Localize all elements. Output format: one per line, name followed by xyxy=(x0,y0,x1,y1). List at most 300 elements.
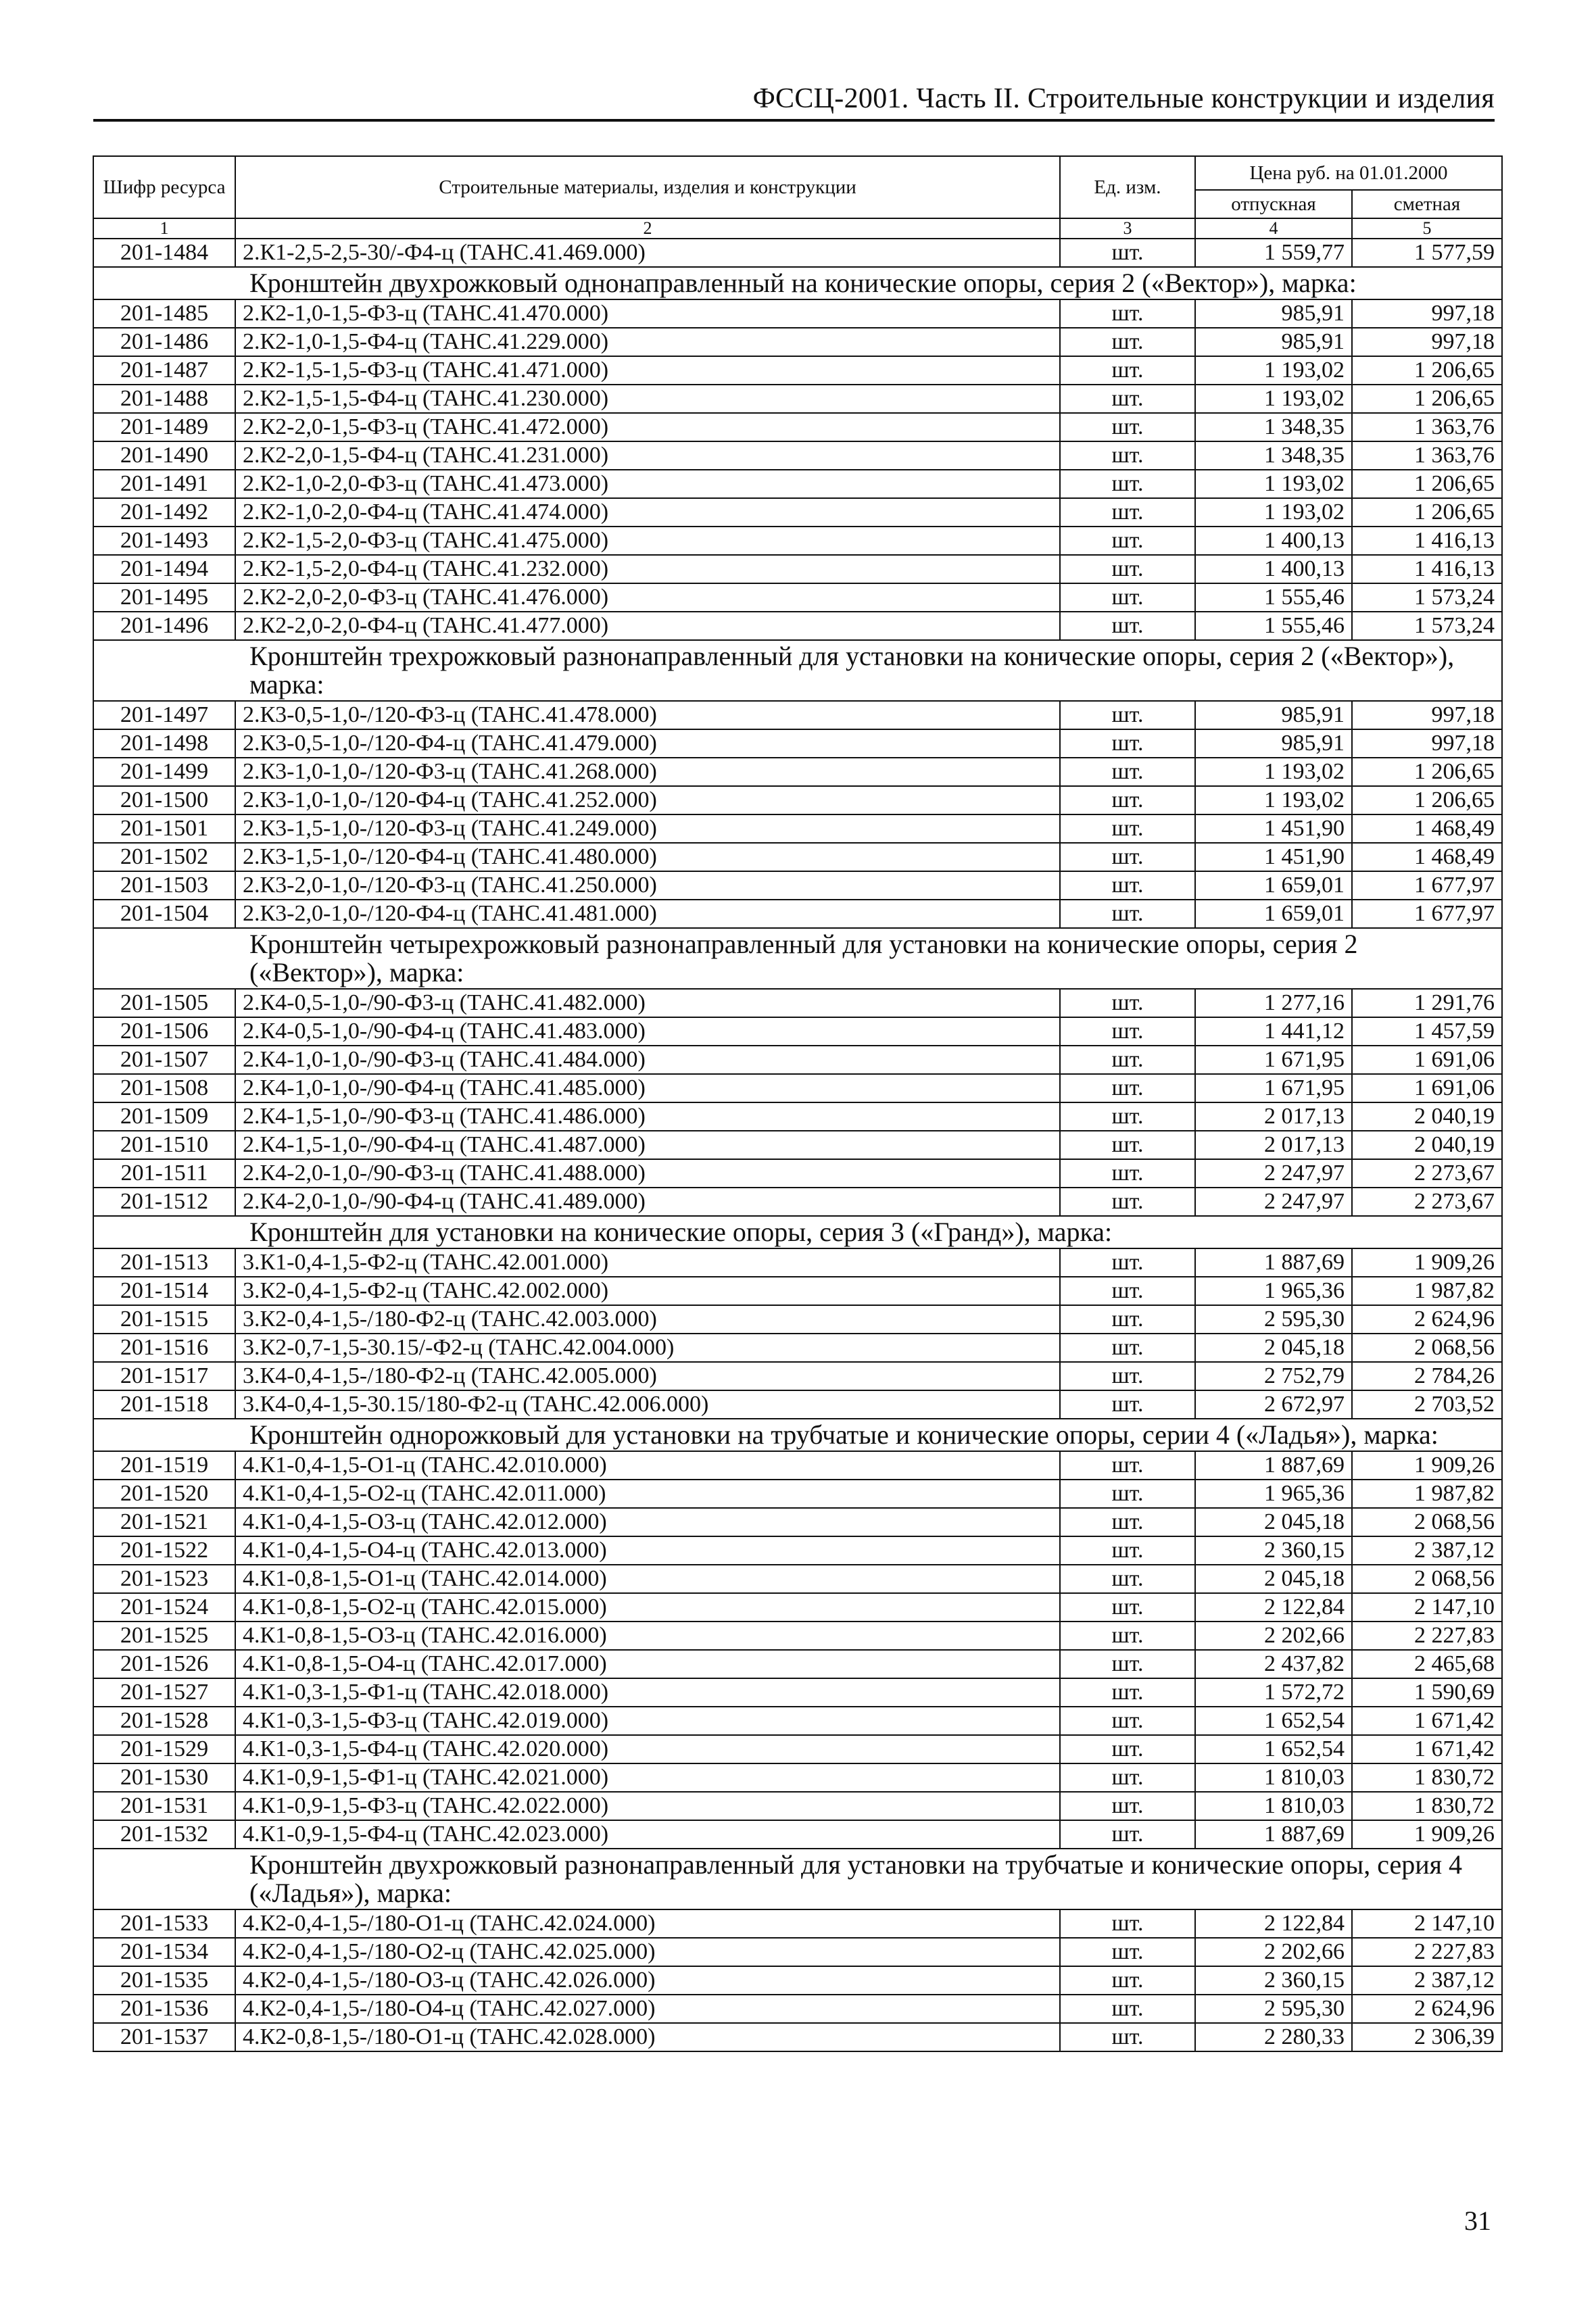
table-row xyxy=(93,413,1502,441)
table-row xyxy=(93,786,1502,814)
item-name: 2.К1-2,5-2,5-30/-Ф4-ц (ТАНС.41.469.000) xyxy=(235,239,1060,267)
resource-code: 201-1506 xyxy=(93,1017,235,1046)
release-price: 2 045,18 xyxy=(1195,1508,1352,1536)
table-row xyxy=(93,1017,1502,1046)
item-name: 4.К1-0,3-1,5-Ф1-ц (ТАНС.42.018.000) xyxy=(235,1678,1060,1707)
table-row xyxy=(93,1334,1502,1362)
unit-cell: шт. xyxy=(1060,356,1195,385)
table-row xyxy=(93,1536,1502,1565)
table-row xyxy=(93,1480,1502,1508)
table-row xyxy=(93,441,1502,470)
release-price: 1 965,36 xyxy=(1195,1277,1352,1305)
resource-code: 201-1487 xyxy=(93,356,235,385)
release-price: 1 193,02 xyxy=(1195,470,1352,498)
table-row xyxy=(93,843,1502,871)
release-price: 2 045,18 xyxy=(1195,1565,1352,1593)
resource-code: 201-1500 xyxy=(93,786,235,814)
unit-cell: шт. xyxy=(1060,1622,1195,1650)
unit-cell: шт. xyxy=(1060,1678,1195,1707)
unit-cell: шт. xyxy=(1060,1820,1195,1849)
unit-cell: шт. xyxy=(1060,527,1195,555)
resource-code: 201-1533 xyxy=(93,1909,235,1938)
resource-code: 201-1493 xyxy=(93,527,235,555)
table-body xyxy=(93,239,1502,2051)
estimate-price: 1 677,97 xyxy=(1352,900,1502,928)
unit-cell: шт. xyxy=(1060,1334,1195,1362)
item-name: 4.К1-0,9-1,5-Ф1-ц (ТАНС.42.021.000) xyxy=(235,1763,1060,1792)
estimate-price: 2 306,39 xyxy=(1352,2023,1502,2051)
unit-cell: шт. xyxy=(1060,758,1195,786)
header-title: ФССЦ-2001. Часть II. Строительные конструкции и изделия xyxy=(752,83,1495,114)
estimate-price: 1 909,26 xyxy=(1352,1451,1502,1480)
estimate-price: 1 468,49 xyxy=(1352,814,1502,843)
table-header xyxy=(93,156,1502,239)
estimate-price: 997,18 xyxy=(1352,701,1502,729)
item-name: 3.К4-0,4-1,5-30.15/180-Ф2-ц (ТАНС.42.006.000) xyxy=(235,1390,1060,1419)
table-row xyxy=(93,1995,1502,2023)
release-price: 1 810,03 xyxy=(1195,1792,1352,1820)
table-row xyxy=(93,1508,1502,1536)
item-name: 3.К2-0,7-1,5-30.15/-Ф2-ц (ТАНС.42.004.000) xyxy=(235,1334,1060,1362)
release-price: 2 017,13 xyxy=(1195,1131,1352,1159)
release-price: 985,91 xyxy=(1195,299,1352,328)
item-name: 2.К2-1,5-2,0-Ф3-ц (ТАНС.41.475.000) xyxy=(235,527,1060,555)
item-name: 2.К2-2,0-2,0-Ф4-ц (ТАНС.41.477.000) xyxy=(235,612,1060,640)
resource-code: 201-1509 xyxy=(93,1102,235,1131)
release-price: 2 360,15 xyxy=(1195,1536,1352,1565)
resource-code: 201-1519 xyxy=(93,1451,235,1480)
item-name: 2.К3-1,0-1,0-/120-Ф4-ц (ТАНС.41.252.000) xyxy=(235,786,1060,814)
release-price: 2 202,66 xyxy=(1195,1622,1352,1650)
item-name: 4.К1-0,8-1,5-О3-ц (ТАНС.42.016.000) xyxy=(235,1622,1060,1650)
release-price: 1 441,12 xyxy=(1195,1017,1352,1046)
release-price: 1 659,01 xyxy=(1195,900,1352,928)
item-name: 2.К2-2,0-1,5-Ф3-ц (ТАНС.41.472.000) xyxy=(235,413,1060,441)
resource-code: 201-1503 xyxy=(93,871,235,900)
col-header-name: Строительные материалы, изделия и конструкции xyxy=(235,156,1060,218)
table-row xyxy=(93,1763,1502,1792)
table-row xyxy=(93,814,1502,843)
resource-code: 201-1512 xyxy=(93,1188,235,1216)
unit-cell: шт. xyxy=(1060,1159,1195,1188)
table-row xyxy=(93,527,1502,555)
item-name: 2.К4-1,5-1,0-/90-Ф3-ц (ТАНС.41.486.000) xyxy=(235,1102,1060,1131)
unit-cell: шт. xyxy=(1060,1305,1195,1334)
item-name: 4.К1-0,3-1,5-Ф4-ц (ТАНС.42.020.000) xyxy=(235,1735,1060,1763)
table-row xyxy=(93,1593,1502,1622)
item-name: 2.К3-0,5-1,0-/120-Ф4-ц (ТАНС.41.479.000) xyxy=(235,729,1060,758)
item-name: 2.К2-1,0-2,0-Ф3-ц (ТАНС.41.473.000) xyxy=(235,470,1060,498)
unit-cell: шт. xyxy=(1060,1792,1195,1820)
unit-cell: шт. xyxy=(1060,1565,1195,1593)
item-name: 2.К4-2,0-1,0-/90-Ф3-ц (ТАНС.41.488.000) xyxy=(235,1159,1060,1188)
table-row xyxy=(93,239,1502,267)
release-price: 1 887,69 xyxy=(1195,1820,1352,1849)
estimate-price: 1 573,24 xyxy=(1352,612,1502,640)
unit-cell: шт. xyxy=(1060,1277,1195,1305)
table-row xyxy=(93,1074,1502,1102)
resource-code: 201-1497 xyxy=(93,701,235,729)
col-header-estimate: сметная xyxy=(1352,190,1502,218)
release-price: 1 671,95 xyxy=(1195,1046,1352,1074)
unit-cell: шт. xyxy=(1060,729,1195,758)
unit-cell: шт. xyxy=(1060,786,1195,814)
estimate-price: 2 387,12 xyxy=(1352,1536,1502,1565)
page-header xyxy=(93,81,1495,122)
estimate-price: 1 987,82 xyxy=(1352,1277,1502,1305)
page-number: 31 xyxy=(1464,2206,1491,2236)
resource-code: 201-1514 xyxy=(93,1277,235,1305)
group-heading-row xyxy=(93,928,1502,989)
item-name: 4.К2-0,4-1,5-/180-О4-ц (ТАНС.42.027.000) xyxy=(235,1995,1060,2023)
unit-cell: шт. xyxy=(1060,1650,1195,1678)
table-row xyxy=(93,1966,1502,1995)
unit-cell: шт. xyxy=(1060,498,1195,527)
unit-cell: шт. xyxy=(1060,1131,1195,1159)
unit-cell: шт. xyxy=(1060,1046,1195,1074)
unit-cell: шт. xyxy=(1060,1938,1195,1966)
estimate-price: 2 040,19 xyxy=(1352,1131,1502,1159)
resource-code: 201-1492 xyxy=(93,498,235,527)
estimate-price: 1 909,26 xyxy=(1352,1820,1502,1849)
estimate-price: 1 577,59 xyxy=(1352,239,1502,267)
resource-code: 201-1534 xyxy=(93,1938,235,1966)
resource-code: 201-1499 xyxy=(93,758,235,786)
item-name: 2.К4-1,0-1,0-/90-Ф3-ц (ТАНС.41.484.000) xyxy=(235,1046,1060,1074)
item-name: 4.К2-0,4-1,5-/180-О1-ц (ТАНС.42.024.000) xyxy=(235,1909,1060,1938)
resource-code: 201-1507 xyxy=(93,1046,235,1074)
unit-cell: шт. xyxy=(1060,239,1195,267)
estimate-price: 2 624,96 xyxy=(1352,1995,1502,2023)
release-price: 2 122,84 xyxy=(1195,1909,1352,1938)
table-row xyxy=(93,1188,1502,1216)
item-name: 2.К4-1,5-1,0-/90-Ф4-ц (ТАНС.41.487.000) xyxy=(235,1131,1060,1159)
unit-cell: шт. xyxy=(1060,1188,1195,1216)
item-name: 2.К4-0,5-1,0-/90-Ф3-ц (ТАНС.41.482.000) xyxy=(235,989,1060,1017)
item-name: 2.К4-2,0-1,0-/90-Ф4-ц (ТАНС.41.489.000) xyxy=(235,1188,1060,1216)
unit-cell: шт. xyxy=(1060,1995,1195,2023)
item-name: 2.К2-1,0-1,5-Ф3-ц (ТАНС.41.470.000) xyxy=(235,299,1060,328)
unit-cell: шт. xyxy=(1060,328,1195,356)
unit-cell: шт. xyxy=(1060,843,1195,871)
table-row xyxy=(93,900,1502,928)
col-number-2: 2 xyxy=(235,218,1060,239)
release-price: 1 887,69 xyxy=(1195,1248,1352,1277)
release-price: 2 752,79 xyxy=(1195,1362,1352,1390)
table-row xyxy=(93,1792,1502,1820)
release-price: 2 672,97 xyxy=(1195,1390,1352,1419)
item-name: 3.К2-0,4-1,5-/180-Ф2-ц (ТАНС.42.003.000) xyxy=(235,1305,1060,1334)
resource-code: 201-1486 xyxy=(93,328,235,356)
col-header-code: Шифр ресурса xyxy=(93,156,235,218)
table-row xyxy=(93,701,1502,729)
unit-cell: шт. xyxy=(1060,1735,1195,1763)
estimate-price: 1 206,65 xyxy=(1352,356,1502,385)
estimate-price: 2 068,56 xyxy=(1352,1565,1502,1593)
resource-code: 201-1537 xyxy=(93,2023,235,2051)
estimate-price: 2 387,12 xyxy=(1352,1966,1502,1995)
resource-code: 201-1510 xyxy=(93,1131,235,1159)
item-name: 2.К3-1,5-1,0-/120-Ф4-ц (ТАНС.41.480.000) xyxy=(235,843,1060,871)
estimate-price: 1 671,42 xyxy=(1352,1707,1502,1735)
table-row xyxy=(93,1390,1502,1419)
estimate-price: 2 040,19 xyxy=(1352,1102,1502,1131)
resource-code: 201-1494 xyxy=(93,555,235,583)
table-row xyxy=(93,328,1502,356)
release-price: 1 555,46 xyxy=(1195,583,1352,612)
estimate-price: 1 363,76 xyxy=(1352,441,1502,470)
unit-cell: шт. xyxy=(1060,1909,1195,1938)
unit-cell: шт. xyxy=(1060,2023,1195,2051)
col-number-3: 3 xyxy=(1060,218,1195,239)
release-price: 2 247,97 xyxy=(1195,1159,1352,1188)
resource-code: 201-1529 xyxy=(93,1735,235,1763)
unit-cell: шт. xyxy=(1060,1390,1195,1419)
estimate-price: 2 703,52 xyxy=(1352,1390,1502,1419)
table-row xyxy=(93,385,1502,413)
resource-code: 201-1521 xyxy=(93,1508,235,1536)
release-price: 1 451,90 xyxy=(1195,814,1352,843)
resource-code: 201-1504 xyxy=(93,900,235,928)
table-row xyxy=(93,729,1502,758)
unit-cell: шт. xyxy=(1060,413,1195,441)
resource-code: 201-1517 xyxy=(93,1362,235,1390)
group-heading: Кронштейн однорожковый для установки на трубчатые и конические опоры, серии 4 («Ладья»), марка: xyxy=(93,1419,1502,1451)
resource-code: 201-1495 xyxy=(93,583,235,612)
release-price: 1 193,02 xyxy=(1195,786,1352,814)
release-price: 1 193,02 xyxy=(1195,758,1352,786)
release-price: 1 572,72 xyxy=(1195,1678,1352,1707)
estimate-price: 2 068,56 xyxy=(1352,1334,1502,1362)
release-price: 985,91 xyxy=(1195,729,1352,758)
estimate-price: 1 291,76 xyxy=(1352,989,1502,1017)
resource-code: 201-1515 xyxy=(93,1305,235,1334)
item-name: 2.К4-1,0-1,0-/90-Ф4-ц (ТАНС.41.485.000) xyxy=(235,1074,1060,1102)
group-heading-row xyxy=(93,640,1502,701)
resource-code: 201-1527 xyxy=(93,1678,235,1707)
release-price: 2 045,18 xyxy=(1195,1334,1352,1362)
estimate-price: 1 206,65 xyxy=(1352,786,1502,814)
resource-code: 201-1525 xyxy=(93,1622,235,1650)
item-name: 2.К4-0,5-1,0-/90-Ф4-ц (ТАНС.41.483.000) xyxy=(235,1017,1060,1046)
item-name: 4.К1-0,4-1,5-О4-ц (ТАНС.42.013.000) xyxy=(235,1536,1060,1565)
resource-code: 201-1485 xyxy=(93,299,235,328)
item-name: 4.К1-0,8-1,5-О2-ц (ТАНС.42.015.000) xyxy=(235,1593,1060,1622)
release-price: 2 595,30 xyxy=(1195,1995,1352,2023)
item-name: 2.К3-1,5-1,0-/120-Ф3-ц (ТАНС.41.249.000) xyxy=(235,814,1060,843)
table-row xyxy=(93,612,1502,640)
unit-cell: шт. xyxy=(1060,871,1195,900)
release-price: 1 659,01 xyxy=(1195,871,1352,900)
estimate-price: 1 590,69 xyxy=(1352,1678,1502,1707)
item-name: 4.К2-0,8-1,5-/180-О1-ц (ТАНС.42.028.000) xyxy=(235,2023,1060,2051)
release-price: 985,91 xyxy=(1195,701,1352,729)
table-row xyxy=(93,1277,1502,1305)
release-price: 1 652,54 xyxy=(1195,1707,1352,1735)
unit-cell: шт. xyxy=(1060,299,1195,328)
release-price: 2 595,30 xyxy=(1195,1305,1352,1334)
estimate-price: 2 147,10 xyxy=(1352,1909,1502,1938)
table-row xyxy=(93,498,1502,527)
resource-code: 201-1535 xyxy=(93,1966,235,1995)
unit-cell: шт. xyxy=(1060,1017,1195,1046)
estimate-price: 1 206,65 xyxy=(1352,498,1502,527)
table-row xyxy=(93,555,1502,583)
estimate-price: 2 273,67 xyxy=(1352,1159,1502,1188)
resource-code: 201-1501 xyxy=(93,814,235,843)
resource-code: 201-1488 xyxy=(93,385,235,413)
release-price: 1 193,02 xyxy=(1195,356,1352,385)
unit-cell: шт. xyxy=(1060,1074,1195,1102)
release-price: 2 202,66 xyxy=(1195,1938,1352,1966)
col-number-1: 1 xyxy=(93,218,235,239)
table-row xyxy=(93,1305,1502,1334)
resource-code: 201-1498 xyxy=(93,729,235,758)
release-price: 1 348,35 xyxy=(1195,441,1352,470)
group-heading: Кронштейн двухрожковый разнонаправленный для установки на трубчатые и конические опоры, серия 4 («Ладья»), марка: xyxy=(93,1849,1502,1909)
resource-code: 201-1524 xyxy=(93,1593,235,1622)
price-table xyxy=(93,155,1503,2052)
estimate-price: 1 416,13 xyxy=(1352,555,1502,583)
unit-cell: шт. xyxy=(1060,555,1195,583)
resource-code: 201-1489 xyxy=(93,413,235,441)
estimate-price: 2 147,10 xyxy=(1352,1593,1502,1622)
unit-cell: шт. xyxy=(1060,1508,1195,1536)
resource-code: 201-1516 xyxy=(93,1334,235,1362)
table-row xyxy=(93,1248,1502,1277)
estimate-price: 1 457,59 xyxy=(1352,1017,1502,1046)
resource-code: 201-1490 xyxy=(93,441,235,470)
table-row xyxy=(93,1102,1502,1131)
item-name: 4.К1-0,4-1,5-О3-ц (ТАНС.42.012.000) xyxy=(235,1508,1060,1536)
table-row xyxy=(93,583,1502,612)
resource-code: 201-1523 xyxy=(93,1565,235,1593)
release-price: 1 193,02 xyxy=(1195,385,1352,413)
unit-cell: шт. xyxy=(1060,1248,1195,1277)
item-name: 3.К1-0,4-1,5-Ф2-ц (ТАНС.42.001.000) xyxy=(235,1248,1060,1277)
release-price: 1 277,16 xyxy=(1195,989,1352,1017)
group-heading: Кронштейн двухрожковый однонаправленный на конические опоры, серия 2 («Вектор»), марка: xyxy=(93,267,1502,299)
unit-cell: шт. xyxy=(1060,441,1195,470)
item-name: 3.К4-0,4-1,5-/180-Ф2-ц (ТАНС.42.005.000) xyxy=(235,1362,1060,1390)
item-name: 3.К2-0,4-1,5-Ф2-ц (ТАНС.42.002.000) xyxy=(235,1277,1060,1305)
estimate-price: 1 468,49 xyxy=(1352,843,1502,871)
item-name: 2.К3-1,0-1,0-/120-Ф3-ц (ТАНС.41.268.000) xyxy=(235,758,1060,786)
estimate-price: 1 677,97 xyxy=(1352,871,1502,900)
item-name: 4.К1-0,9-1,5-Ф4-ц (ТАНС.42.023.000) xyxy=(235,1820,1060,1849)
group-heading: Кронштейн трехрожковый разнонаправленный для установки на конические опоры, серия 2 («Вектор»), марка: xyxy=(93,640,1502,701)
table-row xyxy=(93,1451,1502,1480)
item-name: 2.К2-1,0-1,5-Ф4-ц (ТАНС.41.229.000) xyxy=(235,328,1060,356)
unit-cell: шт. xyxy=(1060,612,1195,640)
resource-code: 201-1520 xyxy=(93,1480,235,1508)
table-row xyxy=(93,1820,1502,1849)
estimate-price: 1 206,65 xyxy=(1352,385,1502,413)
estimate-price: 1 573,24 xyxy=(1352,583,1502,612)
resource-code: 201-1526 xyxy=(93,1650,235,1678)
resource-code: 201-1491 xyxy=(93,470,235,498)
unit-cell: шт. xyxy=(1060,814,1195,843)
item-name: 2.К2-1,5-1,5-Ф3-ц (ТАНС.41.471.000) xyxy=(235,356,1060,385)
estimate-price: 1 416,13 xyxy=(1352,527,1502,555)
item-name: 4.К1-0,8-1,5-О1-ц (ТАНС.42.014.000) xyxy=(235,1565,1060,1593)
group-heading: Кронштейн для установки на конические опоры, серия 3 («Гранд»), марка: xyxy=(93,1216,1502,1248)
group-heading-row xyxy=(93,1419,1502,1451)
item-name: 2.К2-1,0-2,0-Ф4-ц (ТАНС.41.474.000) xyxy=(235,498,1060,527)
resource-code: 201-1496 xyxy=(93,612,235,640)
col-number-4: 4 xyxy=(1195,218,1352,239)
group-heading-row xyxy=(93,267,1502,299)
unit-cell: шт. xyxy=(1060,583,1195,612)
group-heading: Кронштейн четырехрожковый разнонаправленный для установки на конические опоры, серия 2 («Вектор»), марка: xyxy=(93,928,1502,989)
release-price: 1 559,77 xyxy=(1195,239,1352,267)
estimate-price: 997,18 xyxy=(1352,299,1502,328)
unit-cell: шт. xyxy=(1060,1593,1195,1622)
item-name: 2.К3-2,0-1,0-/120-Ф3-ц (ТАНС.41.250.000) xyxy=(235,871,1060,900)
table-row xyxy=(93,758,1502,786)
release-price: 985,91 xyxy=(1195,328,1352,356)
table-row xyxy=(93,2023,1502,2051)
col-number-5: 5 xyxy=(1352,218,1502,239)
item-name: 4.К1-0,4-1,5-О2-ц (ТАНС.42.011.000) xyxy=(235,1480,1060,1508)
col-header-release: отпускная xyxy=(1195,190,1352,218)
resource-code: 201-1505 xyxy=(93,989,235,1017)
estimate-price: 1 206,65 xyxy=(1352,758,1502,786)
release-price: 2 360,15 xyxy=(1195,1966,1352,1995)
unit-cell: шт. xyxy=(1060,1966,1195,1995)
resource-code: 201-1508 xyxy=(93,1074,235,1102)
item-name: 4.К1-0,8-1,5-О4-ц (ТАНС.42.017.000) xyxy=(235,1650,1060,1678)
estimate-price: 2 465,68 xyxy=(1352,1650,1502,1678)
release-price: 1 652,54 xyxy=(1195,1735,1352,1763)
unit-cell: шт. xyxy=(1060,1451,1195,1480)
unit-cell: шт. xyxy=(1060,1763,1195,1792)
unit-cell: шт. xyxy=(1060,1707,1195,1735)
estimate-price: 2 227,83 xyxy=(1352,1938,1502,1966)
resource-code: 201-1511 xyxy=(93,1159,235,1188)
item-name: 2.К3-2,0-1,0-/120-Ф4-ц (ТАНС.41.481.000) xyxy=(235,900,1060,928)
table-row xyxy=(93,1678,1502,1707)
estimate-price: 2 273,67 xyxy=(1352,1188,1502,1216)
estimate-price: 1 909,26 xyxy=(1352,1248,1502,1277)
estimate-price: 2 227,83 xyxy=(1352,1622,1502,1650)
release-price: 1 400,13 xyxy=(1195,555,1352,583)
release-price: 1 555,46 xyxy=(1195,612,1352,640)
group-heading-row xyxy=(93,1216,1502,1248)
unit-cell: шт. xyxy=(1060,900,1195,928)
release-price: 1 193,02 xyxy=(1195,498,1352,527)
unit-cell: шт. xyxy=(1060,385,1195,413)
unit-cell: шт. xyxy=(1060,470,1195,498)
release-price: 1 887,69 xyxy=(1195,1451,1352,1480)
table-row xyxy=(93,1622,1502,1650)
item-name: 2.К2-1,5-1,5-Ф4-ц (ТАНС.41.230.000) xyxy=(235,385,1060,413)
resource-code: 201-1502 xyxy=(93,843,235,871)
table-row xyxy=(93,299,1502,328)
item-name: 4.К2-0,4-1,5-/180-О2-ц (ТАНС.42.025.000) xyxy=(235,1938,1060,1966)
estimate-price: 997,18 xyxy=(1352,729,1502,758)
resource-code: 201-1518 xyxy=(93,1390,235,1419)
unit-cell: шт. xyxy=(1060,701,1195,729)
estimate-price: 1 987,82 xyxy=(1352,1480,1502,1508)
estimate-price: 2 068,56 xyxy=(1352,1508,1502,1536)
table-row xyxy=(93,1650,1502,1678)
table-row xyxy=(93,1362,1502,1390)
release-price: 1 671,95 xyxy=(1195,1074,1352,1102)
item-name: 4.К1-0,4-1,5-О1-ц (ТАНС.42.010.000) xyxy=(235,1451,1060,1480)
estimate-price: 1 691,06 xyxy=(1352,1074,1502,1102)
table-row xyxy=(93,989,1502,1017)
